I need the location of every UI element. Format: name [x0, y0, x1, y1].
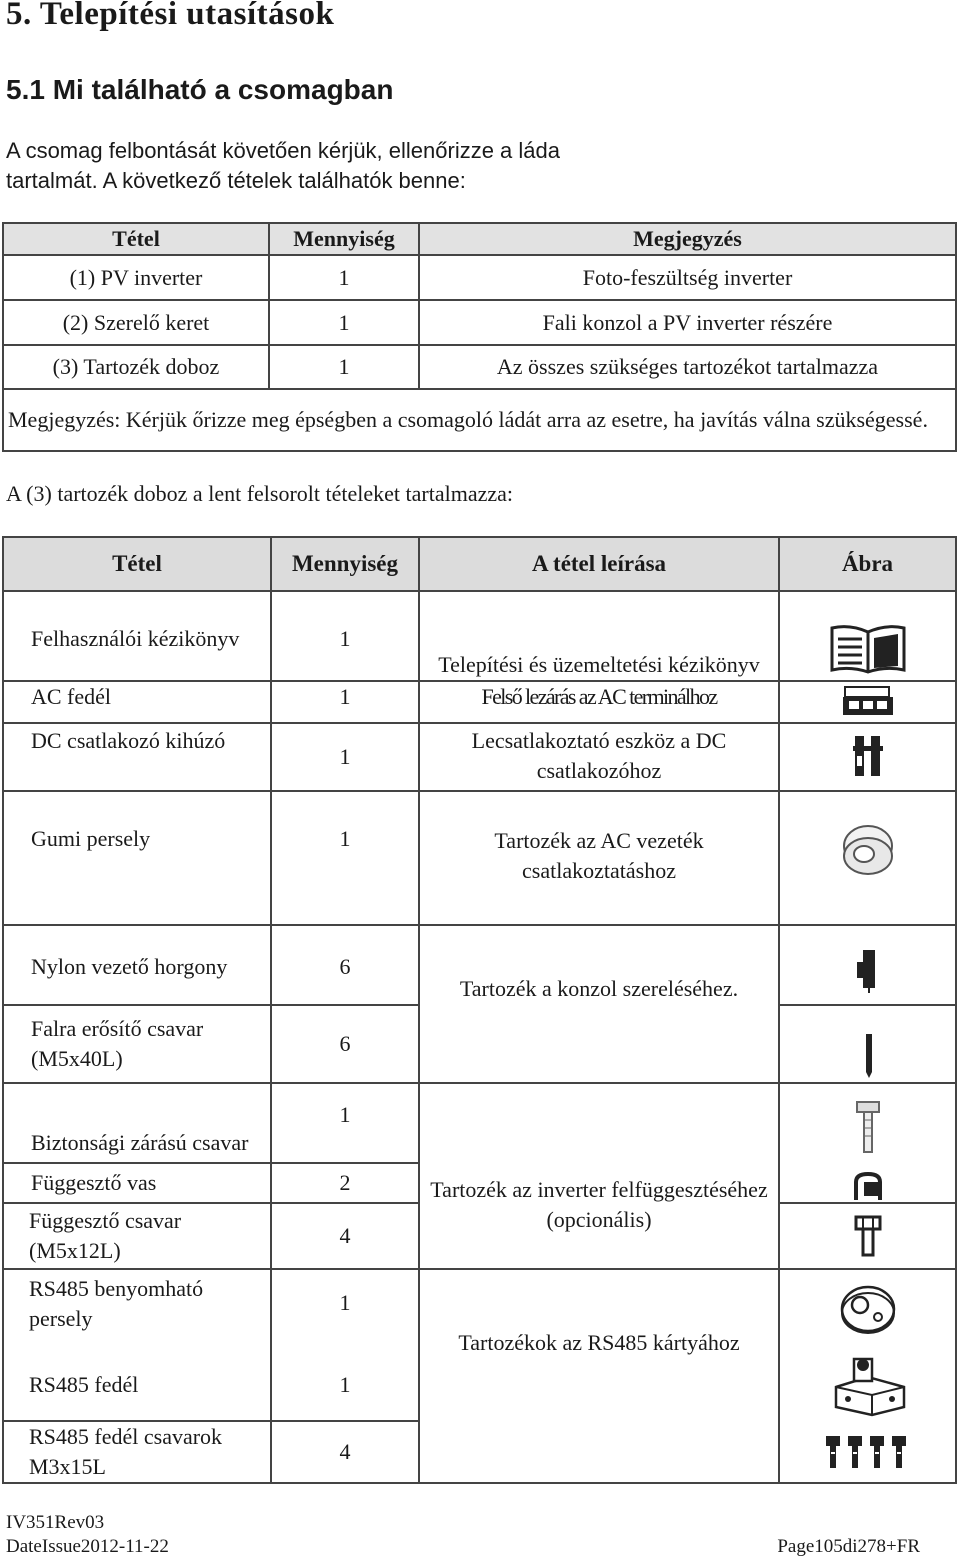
screws-icon — [822, 1432, 914, 1472]
accessory-table — [2, 536, 957, 1484]
figure-cell — [779, 1083, 956, 1163]
table-row — [3, 255, 956, 300]
item-desc: Lecsatlakoztató eszköz a DC csatlakozóhoz — [419, 723, 779, 791]
figure-cell — [779, 723, 956, 791]
table-row — [3, 1083, 956, 1163]
footer-left — [6, 1511, 169, 1559]
item-qty: 1 — [271, 1269, 419, 1349]
item-name: DC csatlakozó kihúzó — [3, 723, 271, 791]
table-row — [3, 300, 956, 345]
figure-cell — [779, 1349, 956, 1421]
item-desc-empty — [419, 1083, 779, 1163]
figure-cell — [779, 1203, 956, 1269]
table-row — [3, 681, 956, 723]
item-cell: (1) PV inverter — [3, 255, 269, 300]
item-name: Felhasználói kézikönyv — [3, 591, 271, 681]
hanger-screw-icon — [853, 1215, 883, 1257]
note-cell: Foto-feszültség inverter — [419, 255, 956, 300]
item-name: Biztonsági zárású csavar — [3, 1083, 271, 1163]
table-row — [3, 723, 956, 791]
column-header-item: Tétel — [3, 223, 269, 255]
safety-screw-icon — [853, 1100, 883, 1156]
table-row — [3, 791, 956, 925]
subsection-heading: 5.1 Mi található a csomagban — [6, 74, 394, 105]
note-cell: Az összes szükséges tartozékot tartalmazza — [419, 345, 956, 389]
intro-paragraph — [6, 136, 906, 196]
table-header-row — [3, 223, 956, 255]
footnote-cell: Megjegyzés: Kérjük őrizze meg épségben a csomagoló ládát arra az esetre, ha javítás válna szükségessé. — [3, 389, 956, 451]
table-row — [3, 1269, 956, 1349]
figure-cell — [779, 681, 956, 723]
issue-date: DateIssue2012-11-22 — [6, 1536, 169, 1557]
figure-cell — [779, 791, 956, 925]
item-qty: 1 — [271, 1349, 419, 1421]
item-qty: 4 — [271, 1203, 419, 1269]
figure-cell — [779, 591, 956, 681]
rubber-grommet-icon — [838, 820, 898, 880]
table-footnote-row — [3, 389, 956, 451]
item-qty: 1 — [271, 723, 419, 791]
item-name: Függesztő vas — [3, 1163, 271, 1203]
column-header-quantity: Mennyiség — [269, 223, 419, 255]
table-row — [3, 591, 956, 681]
anchor-icon — [855, 948, 881, 994]
item-qty: 6 — [271, 1005, 419, 1083]
item-name: Nylon vezető horgony — [3, 925, 271, 1005]
column-header-quantity: Mennyiség — [271, 537, 419, 591]
item-name: Függesztő csavar (M5x12L) — [3, 1203, 271, 1269]
item-desc: Felső lezárás az AC terminálhoz — [419, 681, 779, 723]
item-desc: Tartozék az AC vezeték csatlakoztatáshoz — [419, 791, 779, 925]
qty-cell: 1 — [269, 300, 419, 345]
group-desc-bracket: Tartozék a konzol szereléséhez. — [419, 925, 779, 1083]
table-row — [3, 925, 956, 1005]
intro-line-2: tartalmát. A következő tételek találhatók benne: — [6, 168, 466, 193]
ac-cover-icon — [841, 685, 895, 719]
column-header-item: Tétel — [3, 537, 271, 591]
column-header-figure: Ábra — [779, 537, 956, 591]
package-contents-table — [2, 222, 957, 452]
item-qty: 2 — [271, 1163, 419, 1203]
figure-cell — [779, 1421, 956, 1483]
item-name: RS485 benyomható persely — [3, 1269, 271, 1349]
item-name: Falra erősítő csavar (M5x40L) — [3, 1005, 271, 1083]
figure-cell — [779, 1163, 956, 1203]
item-qty: 1 — [271, 591, 419, 681]
item-cell: (2) Szerelő keret — [3, 300, 269, 345]
figure-cell — [779, 925, 956, 1005]
qty-cell: 1 — [269, 255, 419, 300]
column-header-description: A tétel leírása — [419, 537, 779, 591]
group-desc-rs485: Tartozékok az RS485 kártyához — [419, 1269, 779, 1483]
item-desc: Telepítési és üzemeltetési kézikönyv — [419, 591, 779, 681]
item-qty: 1 — [271, 791, 419, 925]
rs485-cover-icon — [828, 1353, 908, 1417]
item-cell: (3) Tartozék doboz — [3, 345, 269, 389]
item-name: RS485 fedél — [3, 1349, 271, 1421]
wall-screw-icon — [858, 1032, 878, 1080]
item-qty: 1 — [271, 681, 419, 723]
book-icon — [830, 624, 906, 674]
table-row — [3, 345, 956, 389]
intro-line-1: A csomag felbontását követően kérjük, ellenőrizze a láda — [6, 138, 560, 163]
figure-cell — [779, 1269, 956, 1349]
group-desc-hanging: Tartozék az inverter felfüggesztéséhez (opcionális) — [419, 1163, 779, 1269]
item-name: Gumi persely — [3, 791, 271, 925]
hanger-icon — [852, 1172, 884, 1202]
item-name: AC fedél — [3, 681, 271, 723]
figure-cell — [779, 1005, 956, 1083]
document-id: IV351Rev03 — [6, 1512, 105, 1533]
accessory-intro: A (3) tartozék doboz a lent felsorolt tételeket tartalmazza: — [6, 481, 513, 506]
dc-tool-icon — [851, 734, 885, 780]
item-qty: 6 — [271, 925, 419, 1005]
rs485-grommet-icon — [838, 1283, 898, 1337]
note-cell: Fali konzol a PV inverter részére — [419, 300, 956, 345]
qty-cell: 1 — [269, 345, 419, 389]
section-heading: 5. Telepítési utasítások — [6, 0, 335, 32]
table-row — [3, 1163, 956, 1203]
page-number: Page105di278+FR — [777, 1536, 920, 1557]
table-header-row — [3, 537, 956, 591]
column-header-note: Megjegyzés — [419, 223, 956, 255]
item-qty: 1 — [271, 1083, 419, 1163]
item-qty: 4 — [271, 1421, 419, 1483]
item-name: RS485 fedél csavarok M3x15L — [3, 1421, 271, 1483]
